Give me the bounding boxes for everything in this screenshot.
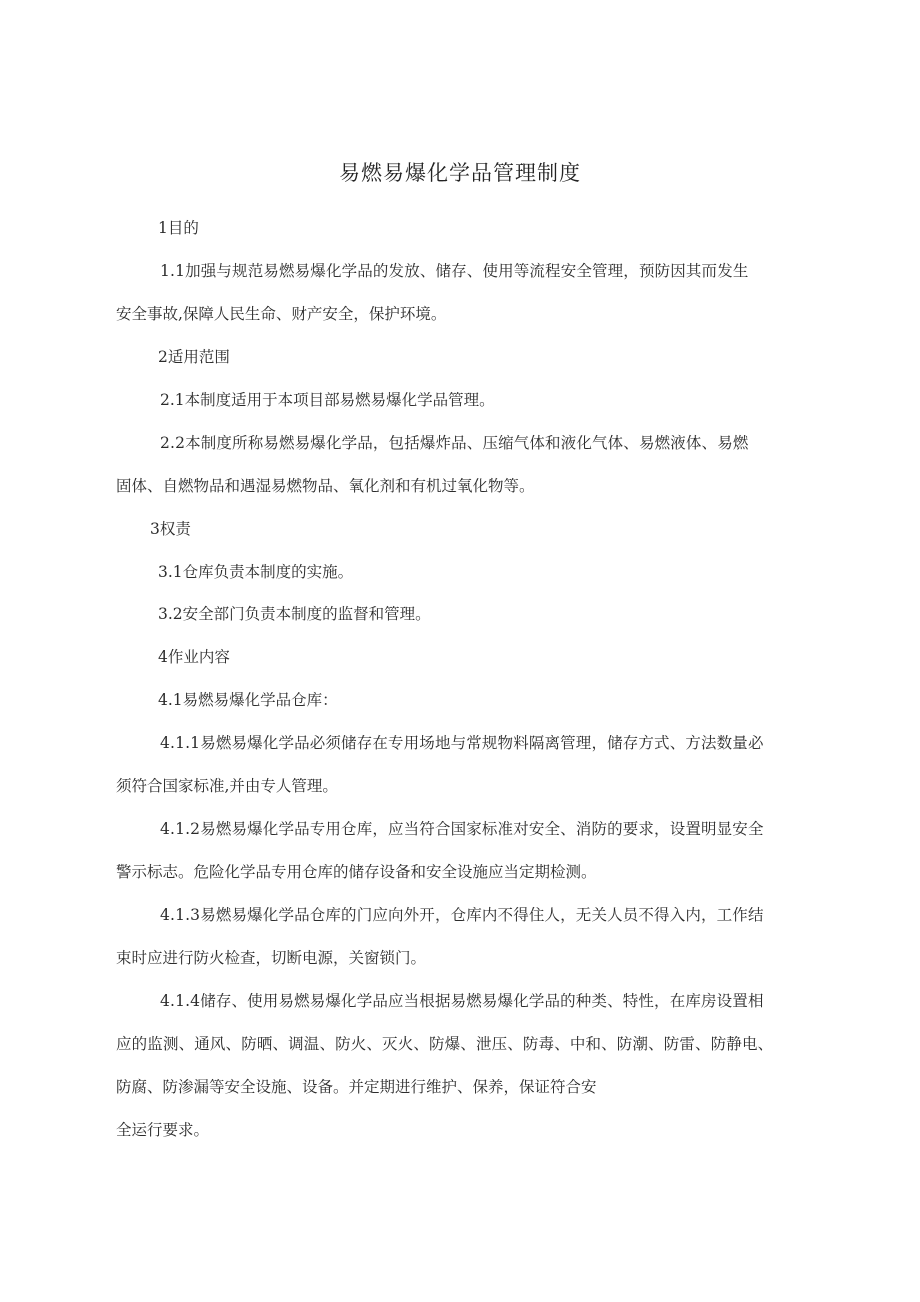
paragraph-4-1-4-line-2: 应的监测、通风、防晒、调温、防火、灭火、防爆、泄压、防毒、中和、防潮、防雷、防静电、 (116, 1035, 774, 1053)
heading-responsibilities: 3权责 (150, 520, 191, 538)
paragraph-2-2-line-1: 2.2本制度所称易燃易爆化学品，包括爆炸品、压缩气体和液化气体、易燃液体、易燃 (160, 434, 749, 452)
paragraph-4-1: 4.1易燃易爆化学品仓库： (158, 691, 338, 709)
heading-purpose: 1目的 (158, 219, 199, 237)
paragraph-4-1-2-line-2: 警示标志。危险化学品专用仓库的储存设备和安全设施应当定期检测。 (116, 863, 597, 881)
paragraph-2-2-line-2: 固体、自燃物品和遇湿易燃物品、氧化剂和有机过氧化物等。 (116, 477, 535, 495)
paragraph-4-1-1-line-1: 4.1.1易燃易爆化学品必须储存在专用场地与常规物料隔离管理，储存方式、方法数量必 (160, 734, 764, 752)
document-title: 易燃易爆化学品管理制度 (339, 161, 581, 185)
paragraph-4-1-4-line-1: 4.1.4储存、使用易燃易爆化学品应当根据易燃易爆化学品的种类、特性，在库房设置相 (160, 992, 764, 1010)
paragraph-3-1: 3.1仓库负责本制度的实施。 (158, 563, 354, 581)
heading-operations: 4作业内容 (158, 648, 230, 666)
paragraph-4-1-4-line-4: 全运行要求。 (116, 1121, 210, 1139)
paragraph-4-1-3-line-1: 4.1.3易燃易爆化学品仓库的门应向外开，仓库内不得住人，无关人员不得入内，工作结 (160, 906, 764, 924)
paragraph-3-2: 3.2安全部门负责本制度的监督和管理。 (158, 605, 431, 623)
paragraph-4-1-1-line-2: 须符合国家标准,并由专人管理。 (116, 777, 338, 795)
paragraph-2-1: 2.1本制度适用于本项目部易燃易爆化学品管理。 (160, 391, 495, 409)
paragraph-4-1-2-line-1: 4.1.2易燃易爆化学品专用仓库，应当符合国家标准对安全、消防的要求，设置明显安全 (160, 820, 764, 838)
paragraph-1-1-line-2: 安全事故,保障人民生命、财产安全，保护环境。 (116, 305, 447, 323)
paragraph-1-1-line-1: 1.1加强与规范易燃易爆化学品的发放、储存、使用等流程安全管理，预防因其而发生 (160, 262, 749, 280)
paragraph-4-1-4-line-3: 防腐、防渗漏等安全设施、设备。并定期进行维护、保养，保证符合安 (116, 1078, 597, 1096)
paragraph-4-1-3-line-2: 束时应进行防火检查，切断电源，关窗锁门。 (116, 949, 427, 967)
heading-scope: 2适用范围 (158, 348, 230, 366)
